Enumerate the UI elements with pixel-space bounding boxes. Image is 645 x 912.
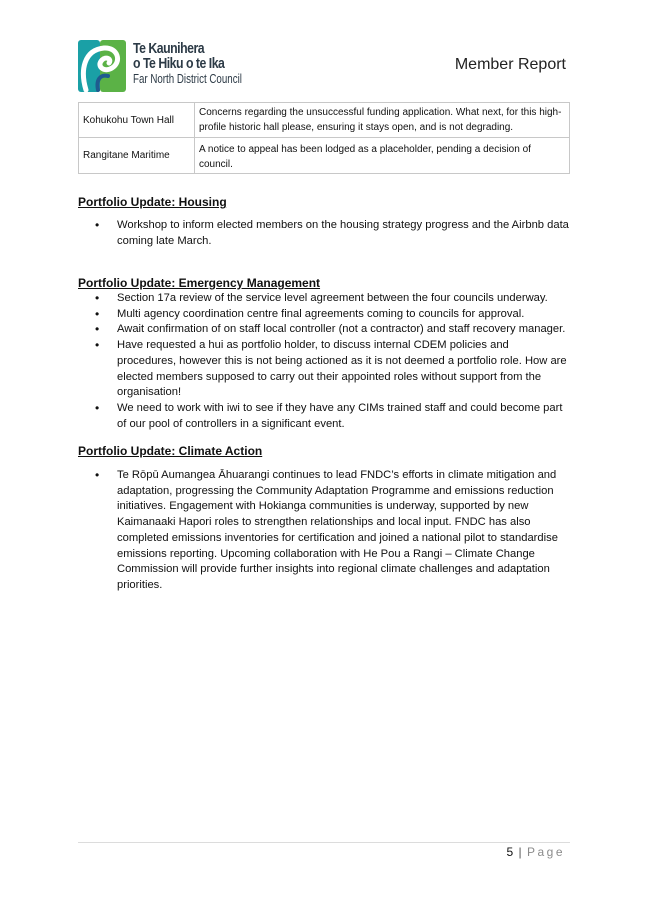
housing-bullet-list — [78, 218, 570, 249]
logo-line-2: o Te Hiku o te Ika — [133, 55, 225, 72]
page-header — [78, 40, 568, 96]
climate-bullet-list — [78, 468, 570, 594]
logo-line-1: Te Kaunihera — [133, 40, 205, 57]
footer-divider — [78, 842, 570, 843]
list-item: • Workshop to inform elected members on the housing strategy progress and the Airbnb data coming late March. — [78, 218, 570, 249]
list-item: • We need to work with iwi to see if they have any CIMs trained staff and could become part of our pool of controllers in a significant event. — [78, 401, 570, 432]
page-footer — [506, 845, 565, 859]
projects-table — [78, 102, 570, 174]
table-cell-name: Rangitane Maritime — [79, 138, 195, 174]
list-item: • Multi agency coordination centre final agreements coming to councils for approval. — [78, 307, 570, 323]
section-title-housing: Portfolio Update: Housing — [78, 195, 227, 209]
list-item: • Te Rōpū Aumangea Āhuarangi continues to lead FNDC’s efforts in climate mitigation and adaptation, progressing the Community Adaptation Programme and emissions reduction initiatives. Engagement with Hokianga communities is underway, supported by new Kaimanaaki Hapori roles to strengthen relationships and local input. FNDC has also completed emissions inventories for certification and joined a national pilot to standardise emissions reporting. Upcoming collaboration with He Pou a Rangi – Climate Change Commission will provide further insights into regional climate challenges and adaptation priorities. — [78, 468, 570, 594]
footer-separator: | — [518, 845, 522, 859]
table-cell-note: Concerns regarding the unsuccessful funding application. What next, for this high-profile historic hall please, ensuring it stays open, and is not degrading. — [195, 103, 570, 138]
emergency-bullet-list — [78, 291, 570, 432]
table-row — [79, 103, 570, 138]
report-title: Member Report — [454, 56, 566, 73]
list-item: • Section 17a review of the service level agreement between the four councils underway. — [78, 291, 570, 307]
logo-wordmark — [133, 41, 273, 86]
list-item: • Await confirmation of on staff local controller (not a contractor) and staff recovery manager. — [78, 322, 570, 338]
table-cell-note: A notice to appeal has been lodged as a placeholder, pending a decision of council. — [195, 138, 570, 174]
table-cell-name: Kohukohu Town Hall — [79, 103, 195, 138]
section-title-emergency-management: Portfolio Update: Emergency Management — [78, 276, 321, 290]
koru-logo-icon — [78, 40, 126, 92]
page-number: 5 — [506, 845, 514, 859]
list-item: • Have requested a hui as portfolio holder, to discuss internal CDEM policies and procedures, however this is not being actioned as it is not deemed a portfolio role. How are elected members supposed to carry out their appointed roles without support from the organisation! — [78, 338, 570, 401]
table-row — [79, 138, 570, 174]
council-logo — [78, 40, 242, 96]
logo-line-3: Far North District Council — [133, 72, 242, 86]
section-title-climate-action: Portfolio Update: Climate Action — [78, 444, 263, 458]
page-label: Page — [526, 845, 565, 859]
